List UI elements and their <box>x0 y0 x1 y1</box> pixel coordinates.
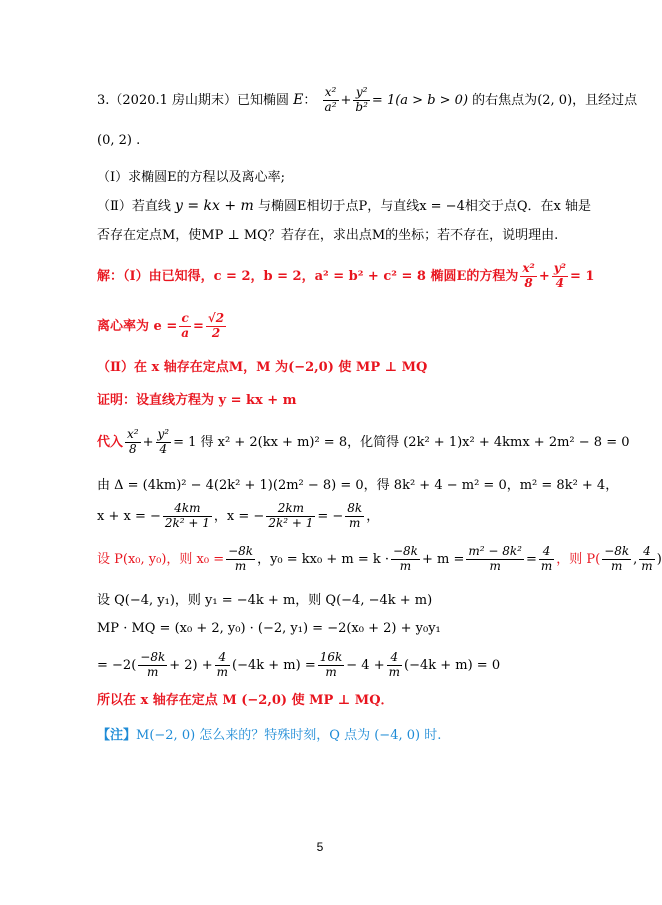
frac-p-y: $\frac{4}{m}$ <box>641 544 653 573</box>
frac-x2-8b: $\frac{\text{x²}}{8}$ <box>127 427 139 456</box>
frac-m2-8k2: $\frac{\text{m² − 8k²}}{m}$ <box>468 544 522 573</box>
frac-x2-8: $\frac{\text{x²}}{8}$ <box>522 261 535 290</box>
solution-note: 【注】M(−2, 0) 怎么来的？特殊时刻，Q 点为 (−4, 0) 时. <box>97 728 442 743</box>
solution-point-p: 设 P(x₀, y₀)，则 x₀ = $\frac{-8k}{m}$ ，y₀ = kx₀ + m = k · $\frac{-8k}{m}$ + m = $\frac{\text{m² − 8k²}}{m}$ = $\frac{4}{m}$ ，则 P( $\frac{-8k}{m}$ , $\frac{4}{m}$ ) <box>97 544 662 573</box>
problem-part-2: （Ⅱ）若直线 y = kx + m 与椭圆E相切于点P，与直线x = −4相交于点Q．在x 轴是 <box>97 198 591 214</box>
frac-sqrt2-2: $\frac{√2}{2}$ <box>207 311 225 340</box>
frac-m8k-m-3: $\frac{-8k}{m}$ <box>140 650 166 679</box>
frac-y2-4: $\frac{\text{y²}}{4}$ <box>553 261 566 290</box>
solution-dot-result: = −2( $\frac{-8k}{m}$ + 2) + $\frac{4}{m}$ (−4k + m) = $\frac{16k}{m}$ − 4 + $\frac{4}{m}$ (−4k + m) = 0 <box>97 650 501 679</box>
frac-2km: $\frac{2km}{\text{2k² + 1}}$ <box>268 501 314 530</box>
solution-eccentricity: 离心率为 e = $\frac{c}{a}$ = $\frac{√2}{2}$ <box>97 311 225 340</box>
problem-through-text: ，且经过点 <box>572 92 638 108</box>
frac-c-a: $\frac{c}{a}$ <box>181 311 189 340</box>
problem-line-2: (0, 2) . <box>97 133 141 148</box>
problem-part-2-cont: 否存在定点M，使MP ⊥ MQ？若存在，求出点M的坐标；若不存在，说明理由. <box>97 228 559 243</box>
math-E: E <box>293 91 304 108</box>
frac-x2-a2: $\frac{\text{x²}}{\text{a²}}$ <box>324 85 337 114</box>
solution-part-1: 解：（Ⅰ）由已知得，c = 2，b = 2，a² = b² + c² = 8 椭圆E的方程为 $\frac{\text{x²}}{8}$ + $\frac{\text{y²}}{4}$ = 1 <box>97 261 595 290</box>
solution-proof: 证明：设直线方程为 y = kx + m <box>97 393 297 408</box>
frac-m8k-m: $\frac{-8k}{m}$ <box>228 544 254 573</box>
problem-part-1: （Ⅰ）求椭圆E的方程以及离心率; <box>97 170 286 185</box>
frac-8k-m: $\frac{8k}{m}$ <box>347 501 363 530</box>
frac-16k-m: $\frac{16k}{m}$ <box>319 650 343 679</box>
focus-point: (2, 0) <box>537 92 573 108</box>
solution-discriminant: 由 Δ = (4km)² − 4(2k² + 1)(2m² − 8) = 0，得 8k² + 4 − m² = 0，m² = 8k² + 4， <box>97 478 619 493</box>
frac-p-x: $\frac{-8k}{m}$ <box>604 544 630 573</box>
frac-4km: $\frac{4km}{\text{2k² + 1}}$ <box>164 501 210 530</box>
frac-m8k-m-2: $\frac{-8k}{m}$ <box>392 544 418 573</box>
solution-roots: x + x = − $\frac{4km}{\text{2k² + 1}}$ ，x = − $\frac{2km}{\text{2k² + 1}}$ = − $\frac{8k}{m}$ ， <box>97 501 380 530</box>
solution-part-2: （Ⅱ）在 x 轴存在定点M，M 为(−2,0) 使 MP ⊥ MQ <box>97 360 428 375</box>
solution-dot-product: MP · MQ = (x₀ + 2, y₀) · (−2, y₁) = −2(x₀ + 2) + y₀y₁ <box>97 621 441 636</box>
ellipse-condition: = 1(a > b > 0) <box>371 92 469 108</box>
frac-4-m-2: $\frac{4}{m}$ <box>216 650 229 679</box>
problem-focus-text: 的右焦点为 <box>472 92 538 108</box>
solution-substitute: 代入 $\frac{\text{x²}}{8}$ + $\frac{\text{y²}}{4}$ = 1 得 x² + 2(kx + m)² = 8，化简得 (2k² + 1)x² + 4kmx + 2m² − 8 = 0 <box>97 427 630 456</box>
frac-4-m-3: $\frac{4}{m}$ <box>388 650 400 679</box>
problem-intro: 3.（2020.1 房山期末）已知椭圆 <box>97 92 290 108</box>
frac-y2-4b: $\frac{\text{y²}}{4}$ <box>157 427 170 456</box>
solution-conclusion: 所以在 x 轴存在定点 M (−2,0) 使 MP ⊥ MQ． <box>97 693 394 708</box>
problem-line-1: 3.（2020.1 房山期末）已知椭圆 E： $\frac{\text{x²}}{\text{a²}}$ + $\frac{\text{y²}}{\text{b²}}$ = 1(a > b > 0) 的右焦点为(2, 0)，且经过点 <box>97 85 638 114</box>
frac-4-m: $\frac{4}{m}$ <box>540 544 553 573</box>
page-number: 5 <box>316 840 324 854</box>
frac-y2-b2: $\frac{\text{y²}}{\text{b²}}$ <box>355 85 368 114</box>
solution-point-q: 设 Q(−4, y₁)，则 y₁ = −4k + m，则 Q(−4, −4k + m) <box>97 593 433 608</box>
